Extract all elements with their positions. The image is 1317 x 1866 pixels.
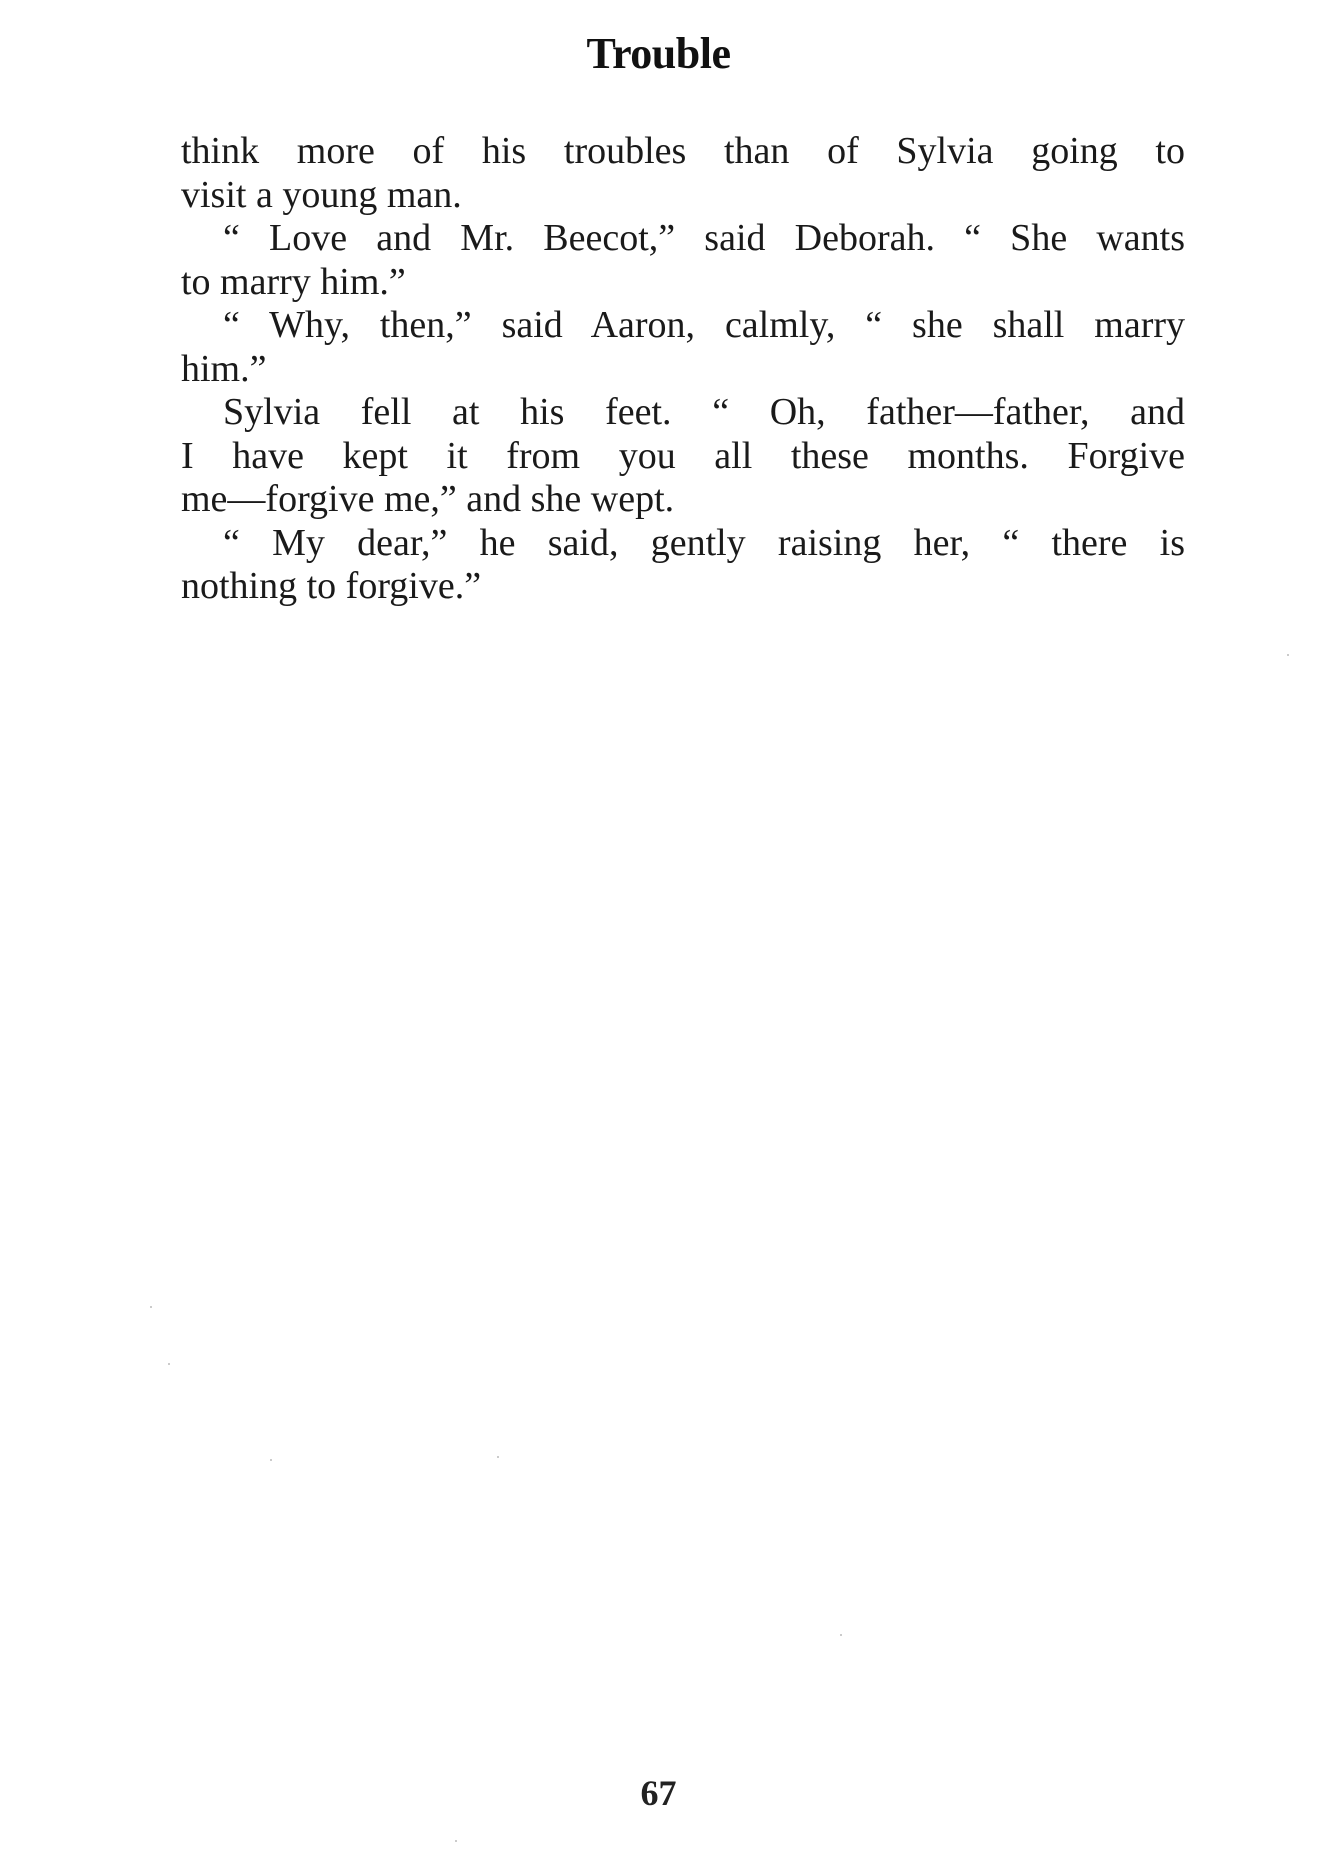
text-line: to marry him.” [181, 260, 406, 303]
text-line: “ Love and Mr. Beecot,” said Deborah. “ She wants [223, 217, 1185, 259]
body-text [181, 130, 1185, 609]
text-line: I have kept it from you all these months. Forgive [181, 434, 1185, 477]
text-line: me—forgive me,” and she wept. [181, 478, 675, 520]
paper-speck [270, 1459, 272, 1461]
paper-speck [1287, 654, 1289, 656]
text-line: nothing to forgive.” [181, 565, 482, 607]
text-line: think more of his troubles than of Sylvia going to [181, 130, 1185, 172]
page-number: 67 [640, 1773, 677, 1813]
text-line: Sylvia fell at his feet. “ Oh, father—father, and [223, 391, 1185, 433]
running-head: Trouble [586, 29, 731, 78]
paper-speck [455, 1840, 457, 1842]
text-line: “ My dear,” he said, gently raising her, “ there is [223, 521, 1185, 564]
paper-speck [497, 1456, 499, 1458]
paper-speck [840, 1634, 842, 1636]
paper-speck [150, 1306, 152, 1308]
text-line: visit a young man. [181, 173, 462, 216]
text-line: him.” [181, 347, 267, 390]
text-line: “ Why, then,” said Aaron, calmly, “ she shall marry [223, 304, 1185, 346]
paper-speck [168, 1363, 170, 1365]
